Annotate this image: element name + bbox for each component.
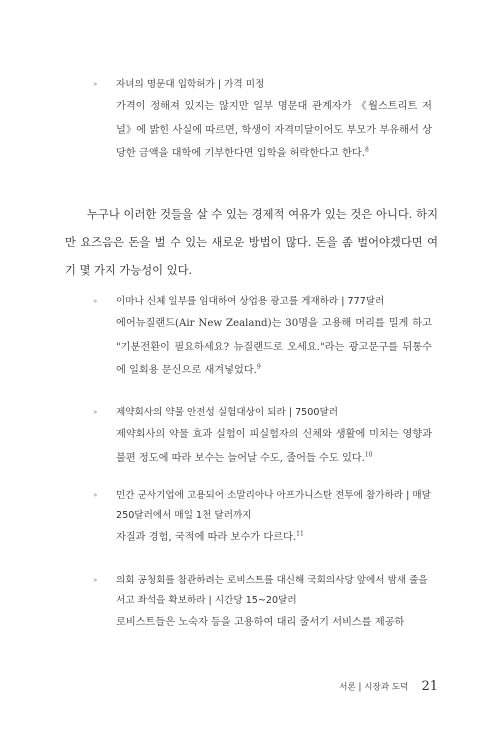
item-description: 에어뉴질랜드(Air New Zealand)는 30명을 고용해 머리를 밀게 하고 "기분전환이 필요하세요? 뉴질랜드로 오세요."라는 광고문구를 뒤통수에 일회용 문신으로 새겨넣었다.$^9$ [116, 318, 432, 376]
list-item [92, 292, 432, 383]
item-description: 가격이 정해져 있지는 않지만 일부 명문대 관계자가 《월스트리트 저널》에 밝힌 사실에 따르면, 학생이 자격미달이어도 부모가 부유해서 상당한 금액을 대학에 기부한다면 입학을 허락한다고 한다.$^8$ [116, 101, 432, 159]
item-description: 자질과 경험, 국적에 따라 보수가 다르다.$^{11}$ [116, 530, 304, 543]
running-head: 서론 | 시장과 도덕 [339, 682, 409, 693]
bullet-icon: • [92, 406, 99, 419]
body-paragraph: 누구나 이러한 것들을 살 수 있는 경제적 여유가 있는 것은 아니다. 하지만 요즈음은 돈을 벌 수 있는 새로운 방법이 많다. 돈을 좀 벌어야겠다면 여기 몇 가지 가능성이 있다. [65, 208, 438, 277]
item-description: 제약회사의 약물 효과 실험이 피실험자의 신체와 생활에 미치는 영향과 불편 정도에 따라 보수는 늘어날 수도, 줄어들 수도 있다.$^{10}$ [116, 429, 432, 464]
page-number: 21 [421, 679, 438, 694]
item-heading: • 자녀의 명문대 입학허가 | 가격 미정 [92, 75, 432, 95]
list-item [92, 403, 432, 470]
item-heading: • 의회 공청회를 참관하려는 로비스트를 대신해 국회의사당 앞에서 밤새 줄을 서고 좌석을 확보하라 | 시간당 15~20달러 [92, 571, 432, 611]
item-heading: • 이마나 신체 일부를 임대하여 상업용 광고를 게재하라 | 777달러 [92, 292, 432, 312]
bullet-icon: • [92, 78, 99, 91]
bullet-icon: • [92, 295, 99, 308]
footnote-ref: 9 [256, 363, 261, 371]
item-description: 로비스트들은 노숙자 등을 고용하여 대리 줄서기 서비스를 제공하 [116, 617, 405, 628]
list-item [92, 571, 432, 635]
bullet-icon: • [92, 574, 99, 587]
footnote-ref: 10 [364, 451, 373, 459]
page-footer [300, 676, 438, 695]
footnote-ref: 11 [296, 530, 304, 538]
list-item [92, 75, 432, 166]
item-heading: • 제약회사의 약물 안전성 실험대상이 되라 | 7500달러 [92, 403, 432, 423]
item-heading: • 민간 군사기업에 고용되어 소말리아나 아프가니스탄 전투에 참가하라 | 매달 250달러에서 매일 1천 달러까지 [92, 486, 432, 526]
list-item [92, 486, 432, 550]
footnote-ref: 8 [365, 146, 369, 154]
bullet-icon: • [92, 489, 99, 502]
